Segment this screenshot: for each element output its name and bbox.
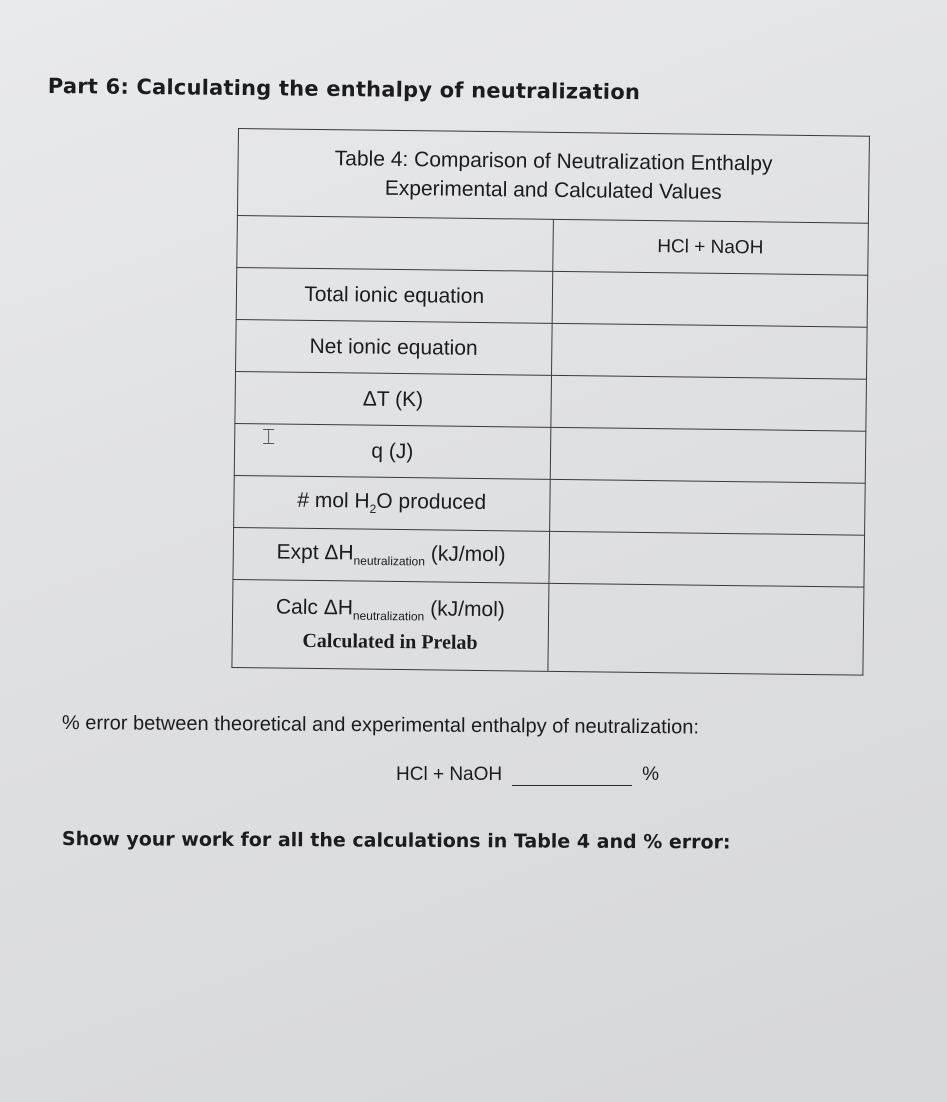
cell-calc-dh[interactable]	[547, 583, 864, 675]
cell-net-ionic[interactable]	[551, 323, 867, 379]
calc-dh-subscript: neutralization	[352, 608, 425, 624]
cell-expt-dh[interactable]	[548, 531, 864, 587]
mol-h2o-subscript: 2	[369, 502, 377, 517]
row-label-delta-t: ΔT (K)	[235, 371, 551, 427]
row-label-net-ionic: Net ionic equation	[236, 319, 552, 375]
expt-dh-suffix: (kJ/mol)	[424, 542, 506, 567]
expt-dh-subscript: neutralization	[353, 554, 426, 569]
percent-error-label: HCl + NaOH	[396, 764, 503, 785]
percent-error-unit: %	[642, 764, 660, 785]
calc-dh-suffix: (kJ/mol)	[424, 597, 505, 622]
text-cursor-icon: ⌶	[262, 424, 276, 449]
cell-total-ionic[interactable]	[552, 271, 868, 327]
row-label-total-ionic: Total ionic equation	[236, 267, 552, 323]
mol-h2o-suffix: O produced	[376, 490, 487, 515]
row-label-q: q (J)	[234, 423, 550, 479]
show-work-instruction: Show your work for all the calculations in Table 4 and % error:	[61, 828, 731, 854]
row-label-mol-h2o	[234, 475, 550, 531]
calc-dh-note: Calculated in Prelab	[302, 629, 478, 655]
part-title: Part 6: Calculating the enthalpy of neutralization	[47, 74, 641, 105]
cell-mol-h2o[interactable]	[549, 479, 865, 535]
percent-error-row	[396, 764, 659, 786]
cell-q[interactable]	[550, 427, 866, 483]
row-label-calc-dh	[232, 579, 549, 671]
calc-dh-prefix: Calc ΔH	[275, 595, 354, 620]
table-caption	[237, 129, 869, 224]
mol-h2o-prefix: # mol H	[297, 489, 370, 514]
header-empty-cell	[237, 215, 553, 271]
percent-error-blank[interactable]	[512, 767, 632, 786]
caption-line-2: Experimental and Calculated Values	[384, 176, 722, 204]
column-header-hcl-naoh: HCl + NaOH	[552, 219, 868, 275]
row-label-expt-dh	[233, 527, 549, 583]
enthalpy-table	[231, 128, 870, 676]
expt-dh-prefix: Expt ΔH	[276, 540, 354, 565]
cell-delta-t[interactable]	[550, 375, 866, 431]
percent-error-statement: % error between theoretical and experimental enthalpy of neutralization:	[61, 712, 700, 739]
table-4	[231, 128, 870, 676]
caption-line-1: Table 4: Comparison of Neutralization Enthalpy	[334, 147, 773, 176]
